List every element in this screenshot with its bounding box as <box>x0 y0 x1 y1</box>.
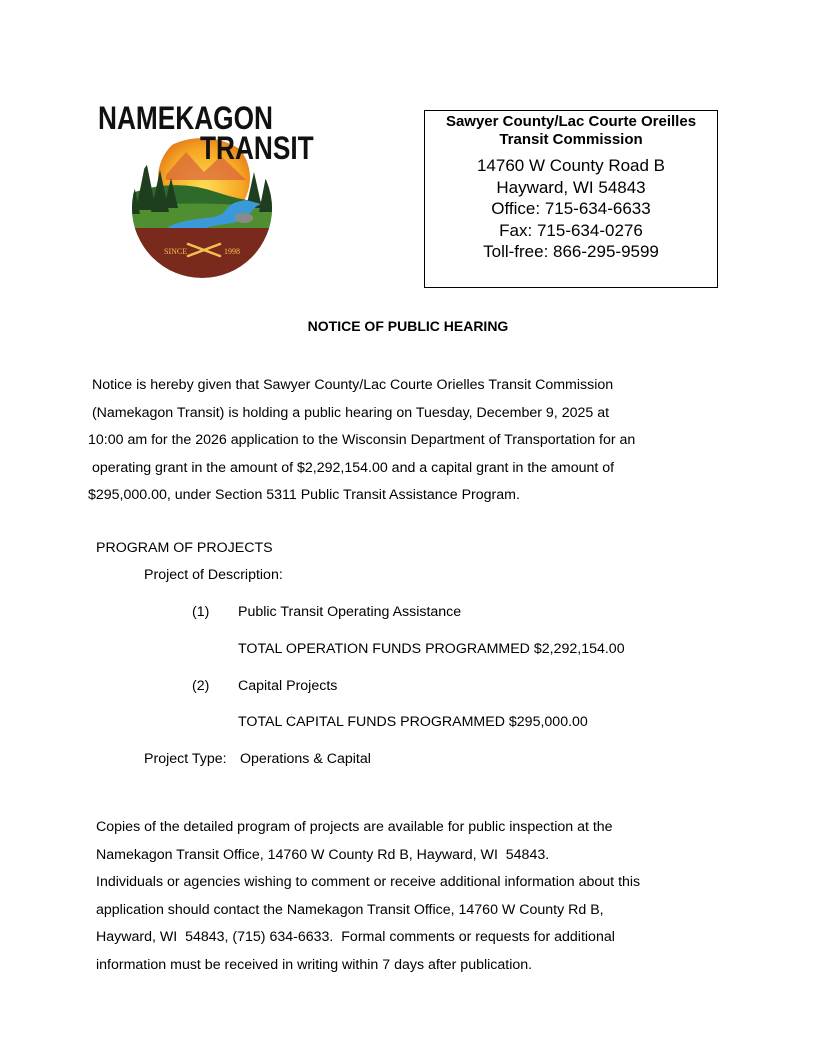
notice-line: Notice is hereby given that Sawyer County/Lac Courte Orielles Transit Commission <box>88 377 614 393</box>
closing-line: application should contact the Namekagon Transit Office, 14760 W County Rd B, <box>96 901 604 918</box>
closing-line: Namekagon Transit Office, 14760 W County Rd B, Hayward, WI 54843. <box>96 846 550 863</box>
closing-line: Individuals or agencies wishing to comment or receive additional information about this <box>96 874 641 891</box>
office-phone: Office: 715-634-6633 <box>491 199 651 218</box>
program-title: PROGRAM OF PROJECTS <box>96 540 273 556</box>
tollfree-phone: Toll-free: 866-295-9599 <box>483 242 659 261</box>
contact-box <box>424 110 718 288</box>
project-number: (2) <box>192 678 210 694</box>
logo-since: SINCE <box>164 247 188 256</box>
page-title: NOTICE OF PUBLIC HEARING <box>307 318 509 334</box>
organization-name-line1: Sawyer County/Lac Courte Oreilles <box>445 113 697 130</box>
address-line2: Hayward, WI 54843 <box>496 177 646 197</box>
notice-line: 10:00 am for the 2026 application to the Wisconsin Department of Transportation for an <box>88 432 636 448</box>
closing-paragraph <box>96 814 640 980</box>
program-description-label: Project of Description: <box>144 567 283 583</box>
project-type-label: Project Type: <box>144 751 227 767</box>
notice-line: operating grant in the amount of $2,292,154.00 and a capital grant in the amount of <box>88 459 615 476</box>
closing-line: Copies of the detailed program of projects are available for public inspection at the <box>96 819 613 835</box>
namekagon-transit-logo <box>96 100 316 278</box>
project-type-value: Operations & Capital <box>240 751 371 767</box>
notice-line: (Namekagon Transit) is holding a public hearing on Tuesday, December 9, 2025 at <box>88 404 610 421</box>
fax-number: Fax: 715-634-0276 <box>499 220 643 240</box>
logo-title-line1: NAMEKAGON <box>98 100 273 136</box>
logo-year: 1998 <box>224 247 240 256</box>
organization-name <box>425 113 717 149</box>
closing-line: information must be received in writing within 7 days after publication. <box>96 956 533 973</box>
address-line1: 14760 W County Road B <box>476 156 666 175</box>
contact-details <box>425 155 717 263</box>
project-total: TOTAL CAPITAL FUNDS PROGRAMMED $295,000.00 <box>238 714 588 730</box>
project-total: TOTAL OPERATION FUNDS PROGRAMMED $2,292,154.00 <box>238 641 625 657</box>
project-label: Public Transit Operating Assistance <box>238 604 462 620</box>
logo-title-line2: TRANSIT <box>200 130 314 166</box>
organization-name-line2: Transit Commission <box>499 131 643 148</box>
project-label: Capital Projects <box>238 678 338 694</box>
project-number: (1) <box>192 604 210 620</box>
closing-line: Hayward, WI 54843, (715) 634-6633. Formal comments or requests for additional <box>96 929 615 946</box>
notice-paragraph <box>88 372 635 510</box>
notice-line: $295,000.00, under Section 5311 Public Transit Assistance Program. <box>88 487 520 503</box>
